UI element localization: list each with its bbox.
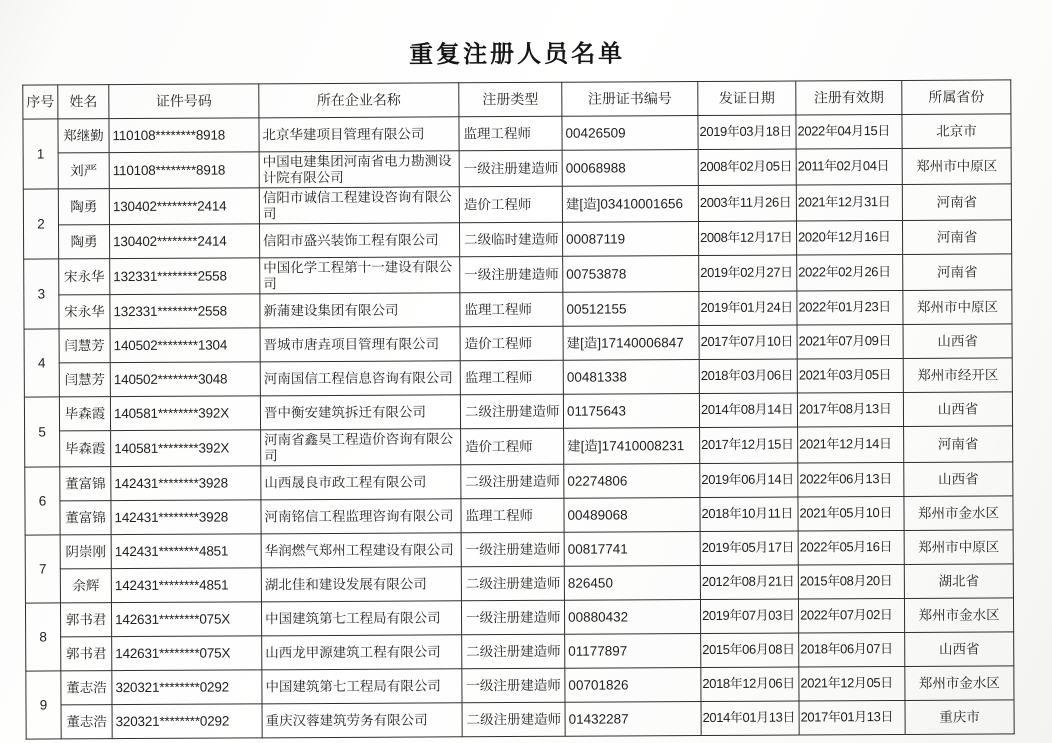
cell-id-number: 142431********4851 bbox=[111, 568, 261, 603]
cell-province: 湖北省 bbox=[904, 564, 1013, 599]
table-row bbox=[23, 114, 1011, 153]
col-header-validity: 注册有效期 bbox=[796, 80, 902, 115]
cell-issue-date: 2012年08月21日 bbox=[700, 565, 798, 600]
table-row bbox=[24, 290, 1012, 329]
cell-province: 山西省 bbox=[903, 392, 1012, 427]
cell-cert-no: 建[造]03410001656 bbox=[562, 186, 698, 223]
cell-cert-no: 01177897 bbox=[565, 634, 701, 669]
table-row bbox=[26, 700, 1014, 739]
cell-province: 河南省 bbox=[903, 254, 1012, 291]
cell-id-number: 140502********3048 bbox=[110, 362, 260, 397]
cell-company: 湖北佳和建设发展有限公司 bbox=[261, 567, 461, 602]
cell-reg-type: 二级注册建造师 bbox=[460, 394, 563, 429]
cell-cert-no: 02274806 bbox=[564, 464, 700, 499]
cell-reg-type: 造价工程师 bbox=[460, 326, 563, 361]
cell-cert-no: 00426509 bbox=[562, 116, 698, 151]
cell-id-number: 132331********2558 bbox=[110, 294, 260, 329]
table-row bbox=[24, 392, 1012, 431]
cell-province: 山西省 bbox=[905, 632, 1014, 667]
cell-issue-date: 2018年12月06日 bbox=[701, 667, 799, 702]
cell-name: 闫慧芳 bbox=[59, 329, 110, 363]
cell-serial-number: 3 bbox=[24, 259, 59, 329]
cell-valid-until: 2018年06月07日 bbox=[799, 633, 905, 668]
cell-province: 河南省 bbox=[904, 426, 1013, 463]
cell-id-number: 110108********8918 bbox=[109, 152, 259, 189]
cell-province: 山西省 bbox=[904, 462, 1013, 497]
col-header-name: 姓名 bbox=[58, 85, 109, 119]
cell-id-number: 142631********075X bbox=[111, 602, 261, 637]
cell-name: 毕森霞 bbox=[59, 397, 110, 431]
cell-province: 郑州市经开区 bbox=[903, 358, 1012, 393]
cell-valid-until: 2020年12月16日 bbox=[796, 221, 902, 256]
cell-valid-until: 2021年07月09日 bbox=[797, 325, 903, 360]
cell-company: 河南省鑫昊工程造价咨询有限公司 bbox=[261, 429, 461, 466]
cell-issue-date: 2019年03月18日 bbox=[698, 115, 796, 150]
cell-valid-until: 2022年07月02日 bbox=[798, 599, 904, 634]
cell-serial-number: 2 bbox=[23, 189, 58, 259]
table-row bbox=[23, 220, 1011, 259]
cell-issue-date: 2019年06月14日 bbox=[700, 463, 798, 498]
table-row bbox=[25, 496, 1013, 535]
cell-issue-date: 2014年08月14日 bbox=[699, 393, 797, 428]
cell-province: 郑州市金水区 bbox=[904, 496, 1013, 531]
cell-cert-no: 01175643 bbox=[563, 394, 699, 429]
cell-name: 董富锦 bbox=[60, 501, 111, 535]
table-row bbox=[25, 462, 1013, 501]
cell-id-number: 142431********3928 bbox=[111, 500, 261, 535]
cell-id-number: 140581********392X bbox=[111, 430, 261, 467]
cell-serial-number: 6 bbox=[25, 467, 60, 535]
col-header-cert-no: 注册证书编号 bbox=[562, 82, 698, 117]
cell-company: 华润燃气郑州工程建设有限公司 bbox=[261, 533, 461, 568]
cell-issue-date: 2019年05月17日 bbox=[700, 531, 798, 566]
cell-serial-number: 1 bbox=[23, 119, 58, 189]
cell-name: 董富锦 bbox=[60, 467, 111, 501]
cell-issue-date: 2019年01月24日 bbox=[699, 291, 797, 326]
cell-name: 阴崇刚 bbox=[60, 535, 111, 569]
cell-cert-no: 建[造]17140006847 bbox=[563, 326, 699, 361]
cell-serial-number: 5 bbox=[24, 397, 59, 467]
col-header-reg-type: 注册类型 bbox=[459, 82, 562, 117]
cell-cert-no: 00489068 bbox=[564, 498, 700, 533]
cell-valid-until: 2021年05月10日 bbox=[798, 497, 904, 532]
cell-reg-type: 二级注册建造师 bbox=[461, 464, 564, 499]
cell-id-number: 130402********2414 bbox=[109, 224, 259, 259]
cell-company: 中国建筑第七工程局有限公司 bbox=[261, 601, 461, 636]
cell-reg-type: 一级注册建造师 bbox=[460, 256, 563, 293]
cell-name: 郭书君 bbox=[60, 603, 111, 637]
table-row bbox=[23, 184, 1011, 225]
cell-id-number: 320321********0292 bbox=[112, 670, 262, 705]
cell-name: 董志浩 bbox=[61, 705, 112, 739]
cell-cert-no: 00753878 bbox=[563, 256, 699, 293]
cell-reg-type: 一级注册建造师 bbox=[459, 150, 562, 187]
cell-name: 闫慧芳 bbox=[59, 363, 110, 397]
cell-name: 陶勇 bbox=[58, 225, 109, 259]
cell-id-number: 142431********4851 bbox=[111, 534, 261, 569]
col-header-serial: 序号 bbox=[23, 85, 58, 119]
table-row bbox=[24, 324, 1012, 363]
cell-reg-type: 造价工程师 bbox=[459, 186, 562, 223]
col-header-issue-date: 发证日期 bbox=[698, 81, 796, 116]
cell-issue-date: 2003年11月26日 bbox=[698, 185, 796, 222]
cell-company: 中国化学工程第十一建设有限公司 bbox=[260, 257, 460, 294]
cell-reg-type: 二级注册建造师 bbox=[461, 566, 564, 601]
cell-company: 信阳市诚信工程建设咨询有限公司 bbox=[259, 187, 459, 224]
table-row bbox=[25, 426, 1013, 467]
cell-company: 晋城市唐垚项目管理有限公司 bbox=[260, 327, 460, 362]
cell-company: 中国建筑第七工程局有限公司 bbox=[262, 669, 462, 704]
cell-valid-until: 2021年12月31日 bbox=[796, 185, 902, 222]
cell-valid-until: 2017年01月13日 bbox=[799, 701, 905, 736]
table-row bbox=[24, 254, 1012, 295]
cell-valid-until: 2022年05月16日 bbox=[798, 531, 904, 566]
duplicate-registration-table bbox=[22, 79, 1014, 739]
cell-valid-until: 2021年12月14日 bbox=[798, 427, 904, 464]
cell-valid-until: 2022年06月13日 bbox=[798, 463, 904, 498]
cell-name: 董志浩 bbox=[61, 671, 112, 705]
col-header-company: 所在企业名称 bbox=[259, 83, 459, 118]
cell-name: 郑继勤 bbox=[58, 119, 109, 153]
cell-company: 重庆汉蓉建筑劳务有限公司 bbox=[262, 703, 462, 738]
table-row bbox=[26, 632, 1014, 671]
cell-name: 宋永华 bbox=[59, 295, 110, 329]
col-header-id-number: 证件号码 bbox=[109, 84, 259, 119]
cell-reg-type: 一级注册建造师 bbox=[461, 532, 564, 567]
cell-issue-date: 2017年12月15日 bbox=[700, 427, 798, 464]
cell-cert-no: 00817741 bbox=[564, 532, 700, 567]
cell-reg-type: 一级注册建造师 bbox=[461, 600, 564, 635]
table-row bbox=[25, 530, 1013, 569]
cell-id-number: 140502********1304 bbox=[110, 328, 260, 363]
cell-company: 新蒲建设集团有限公司 bbox=[260, 293, 460, 328]
cell-province: 郑州市中原区 bbox=[903, 290, 1012, 325]
cell-issue-date: 2018年03月06日 bbox=[699, 359, 797, 394]
cell-cert-no: 00512155 bbox=[563, 292, 699, 327]
cell-id-number: 142631********075X bbox=[112, 636, 262, 671]
cell-cert-no: 01432287 bbox=[565, 702, 701, 737]
cell-serial-number: 8 bbox=[25, 603, 60, 671]
cell-reg-type: 二级注册建造师 bbox=[462, 634, 565, 669]
cell-valid-until: 2022年02月26日 bbox=[797, 255, 903, 292]
cell-name: 陶勇 bbox=[58, 189, 109, 225]
cell-cert-no: 建[造]17410008231 bbox=[564, 428, 700, 465]
cell-valid-until: 2015年08月20日 bbox=[798, 565, 904, 600]
cell-reg-type: 监理工程师 bbox=[460, 292, 563, 327]
col-header-province: 所属省份 bbox=[902, 80, 1011, 115]
cell-id-number: 132331********2558 bbox=[110, 258, 260, 295]
cell-province: 重庆市 bbox=[905, 700, 1014, 735]
cell-issue-date: 2017年07月10日 bbox=[699, 325, 797, 360]
cell-reg-type: 一级注册建造师 bbox=[462, 668, 565, 703]
cell-reg-type: 监理工程师 bbox=[461, 498, 564, 533]
cell-province: 郑州市金水区 bbox=[904, 598, 1013, 633]
cell-company: 信阳市盛兴装饰工程有限公司 bbox=[259, 223, 459, 258]
cell-name: 余辉 bbox=[60, 569, 111, 603]
cell-issue-date: 2019年02月27日 bbox=[699, 255, 797, 292]
table-row bbox=[24, 358, 1012, 397]
cell-cert-no: 00068988 bbox=[562, 150, 698, 187]
cell-cert-no: 00880432 bbox=[564, 600, 700, 635]
cell-reg-type: 监理工程师 bbox=[459, 116, 562, 151]
cell-valid-until: 2021年03月05日 bbox=[797, 359, 903, 394]
cell-company: 河南铭信工程监理咨询有限公司 bbox=[261, 499, 461, 534]
cell-name: 刘严 bbox=[58, 153, 109, 189]
cell-reg-type: 监理工程师 bbox=[460, 360, 563, 395]
cell-cert-no: 00701826 bbox=[565, 668, 701, 703]
cell-serial-number: 9 bbox=[26, 671, 61, 739]
cell-province: 河南省 bbox=[902, 184, 1011, 221]
cell-province: 河南省 bbox=[902, 220, 1011, 255]
cell-issue-date: 2018年10月11日 bbox=[700, 497, 798, 532]
cell-province: 郑州市金水区 bbox=[905, 666, 1014, 701]
cell-issue-date: 2014年01月13日 bbox=[701, 701, 799, 736]
cell-province: 山西省 bbox=[903, 324, 1012, 359]
cell-valid-until: 2021年12月05日 bbox=[799, 667, 905, 702]
table-row bbox=[25, 598, 1013, 637]
cell-cert-no: 826450 bbox=[564, 566, 700, 601]
cell-id-number: 130402********2414 bbox=[109, 188, 259, 225]
cell-province: 郑州市中原区 bbox=[904, 530, 1013, 565]
cell-issue-date: 2015年06月08日 bbox=[701, 633, 799, 668]
table-row bbox=[23, 148, 1011, 189]
table-header-row bbox=[23, 80, 1011, 119]
cell-id-number: 140581********392X bbox=[110, 396, 260, 431]
cell-name: 毕森霞 bbox=[60, 431, 111, 467]
cell-valid-until: 2022年01月23日 bbox=[797, 291, 903, 326]
cell-serial-number: 7 bbox=[25, 535, 60, 603]
cell-company: 晋中衡安建筑拆迁有限公司 bbox=[260, 395, 460, 430]
cell-name: 郭书君 bbox=[61, 637, 112, 671]
cell-serial-number: 4 bbox=[24, 329, 59, 397]
cell-issue-date: 2008年12月17日 bbox=[698, 221, 796, 256]
cell-company: 北京华建项目管理有限公司 bbox=[259, 117, 459, 152]
cell-company: 河南国信工程信息咨询有限公司 bbox=[260, 361, 460, 396]
table-body bbox=[23, 114, 1014, 739]
cell-issue-date: 2008年02月05日 bbox=[698, 149, 796, 186]
cell-valid-until: 2022年04月15日 bbox=[796, 114, 902, 149]
cell-cert-no: 00481338 bbox=[563, 360, 699, 395]
cell-province: 北京市 bbox=[902, 114, 1011, 149]
cell-issue-date: 2019年07月03日 bbox=[700, 599, 798, 634]
table-row bbox=[26, 666, 1014, 705]
table-row bbox=[25, 564, 1013, 603]
document-content bbox=[22, 31, 1016, 739]
cell-reg-type: 造价工程师 bbox=[461, 428, 564, 465]
cell-cert-no: 00087119 bbox=[562, 222, 698, 257]
cell-company: 山西龙甲源建筑工程有限公司 bbox=[262, 635, 462, 670]
cell-province: 郑州市中原区 bbox=[902, 148, 1011, 185]
cell-company: 山西晟良市政工程有限公司 bbox=[261, 465, 461, 500]
cell-valid-until: 2011年02月04日 bbox=[796, 148, 902, 185]
page-title: 重复注册人员名单 bbox=[409, 40, 626, 69]
cell-id-number: 320321********0292 bbox=[112, 704, 262, 739]
cell-reg-type: 二级注册建造师 bbox=[462, 702, 565, 737]
cell-name: 宋永华 bbox=[59, 259, 110, 295]
cell-company: 中国电建集团河南省电力勘测设计院有限公司 bbox=[259, 151, 459, 188]
cell-id-number: 142431********3928 bbox=[111, 466, 261, 501]
cell-id-number: 110108********8918 bbox=[109, 118, 259, 153]
cell-valid-until: 2017年08月13日 bbox=[797, 393, 903, 428]
cell-reg-type: 二级临时建造师 bbox=[459, 222, 562, 257]
